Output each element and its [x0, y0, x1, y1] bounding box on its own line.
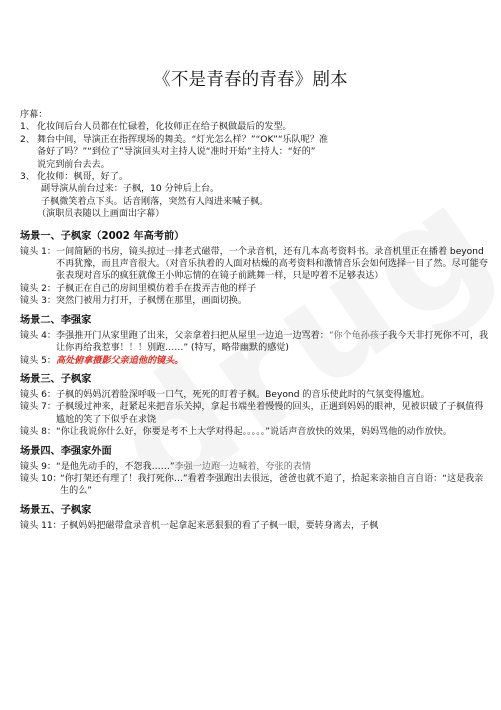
- prologue-item-text: [37, 171, 490, 221]
- shot-label: 镜头 11：: [20, 520, 62, 531]
- shot-label: 镜头 2：: [20, 283, 56, 294]
- prologue-item: [20, 121, 490, 133]
- prologue-line: 子枫微笑着点下头。话音刚落，突然有人闯进来喊子枫。: [41, 196, 269, 207]
- prologue-item-number: 1、: [20, 122, 35, 133]
- shot-red-note: 高处俯拿摄影父亲追他的镜头。: [56, 355, 184, 366]
- prologue-item-text: 化妆间后台人员都在忙碌着，化妆师正在给子枫做最后的发型。: [37, 122, 292, 133]
- shot-text: “你打架还有理了！我打死你…”看着李强跑出去很远，爸爸也就不追了，拾起来亲抽自言自语：“这是我亲生的么”: [60, 473, 484, 497]
- shot-label: 镜头 3：: [20, 296, 56, 307]
- shot-item: [20, 389, 490, 401]
- prologue-item: [20, 171, 490, 221]
- shot-text: “你让我说你什么好，你要是考不上大学对得起。。。。。”说话声音放快的效果，妈妈骂他的动作放快。: [56, 427, 452, 438]
- prologue-line: 说完到前台去去。: [37, 159, 110, 170]
- shot-text: 子枫的妈妈沉着脸深呼吸一口气，死死的盯着子枫。Beyond 的音乐使此时的气氛变得尴尬。: [56, 389, 430, 400]
- shot-text: 一间简陋的书房，镜头掠过一排老式磁带，一个录音机，还有几本高考资料书。录音机里正在播着 beyond 不再犹豫，而且声音很大。（对音乐执着的人面对枯燥的高考资料和激情音乐会如何选择一目了然。尽可能夸张表现对音乐的疯狂就像王小帅忘情的在镜子前跳舞一样，只是哼着不足够表达）: [56, 246, 488, 282]
- shot-item: [20, 246, 490, 283]
- scene-heading: 场景三、子枫家: [20, 373, 92, 385]
- shot-item: [20, 473, 490, 498]
- shot-serif-note: 李强一边跑一边喊着，夸张的表情: [174, 461, 311, 472]
- prologue-line: 副导演从前台过来：子枫，10 分钟后上台。: [41, 184, 220, 195]
- scene-heading: 场景四、李强家外面: [20, 445, 112, 457]
- shot-label: 镜头 6：: [20, 389, 56, 400]
- shot-label: 镜头 10：: [20, 473, 62, 484]
- shot-label: 镜头 5：: [20, 355, 56, 366]
- page-title: 《不是青春的青春》剧本: [153, 70, 348, 90]
- shot-item: [20, 355, 490, 367]
- prologue-heading: 序幕：: [20, 110, 48, 120]
- shot-text-part: “是他先动手的，不怨我……”: [56, 461, 175, 472]
- shot-item: [20, 461, 490, 473]
- shot-item: [20, 520, 490, 532]
- scene-heading: 场景二、李强家: [20, 314, 92, 326]
- shot-text: 子枫正在自己的房间里模仿着手在拨弄吉他的样子: [56, 283, 257, 294]
- prologue-line: 化妆师：枫哥，好了。: [37, 172, 128, 183]
- prologue-item: [20, 134, 490, 171]
- shot-text: 突然门被用力打开，子枫愣在那里，画面切换。: [56, 296, 247, 307]
- prologue-line: 备好了吗？”“到位了”导演回头对主持人说“准时开始”主持人：“好的”: [37, 147, 316, 158]
- shot-label: 镜头 9：: [20, 461, 56, 472]
- prologue-item-text: [37, 134, 490, 171]
- shot-item: [20, 295, 490, 307]
- shot-text: [56, 330, 490, 355]
- shot-serif-quote: “你个龟孙孩: [328, 330, 379, 341]
- prologue-item-number: 3、: [20, 172, 35, 183]
- shot-item: [20, 283, 490, 295]
- prologue-line: （演职员表随以上画面出字幕）: [37, 209, 165, 220]
- scene-heading: 场景五、子枫家: [20, 504, 92, 516]
- shot-text-part: 子我今天非打死你不可，我让你再给我惹事！！！别跑……” (特写，略带幽默的感觉): [56, 330, 489, 354]
- shot-text: [56, 461, 490, 473]
- shot-label: 镜头 4：: [20, 330, 56, 341]
- shot-label: 镜头 8：: [20, 427, 56, 438]
- document-body: [20, 109, 490, 532]
- shot-text: 子枫妈妈把磁带盒录音机一起拿起来恶狠狠的看了子枫一眼，要转身离去，子枫: [60, 520, 379, 531]
- shot-label: 镜头 7：: [20, 402, 56, 413]
- prologue-line: 舞台中间，导演正在指挥现场的舞美。“灯光怎么样？”“OK”“乐队呢？准: [37, 134, 329, 145]
- scene-heading: 场景一、子枫家（2002 年高考前）: [20, 230, 185, 242]
- shot-item: [20, 426, 490, 438]
- shot-text-part: 李强推开门从家里跑了出来，父亲拿着扫把从屋里一边追一边骂着：: [56, 330, 329, 341]
- shot-text: 子枫缓过神来，赶紧起来把音乐关掉，拿起书端坐着慢慢的回头，正遇到妈妈的眼神，见被识破了子枫值得尴尬的笑了下似乎在求饶: [56, 402, 484, 425]
- prologue-item-number: 2、: [20, 134, 35, 145]
- shot-item: [20, 401, 490, 426]
- shot-label: 镜头 1：: [20, 246, 56, 257]
- shot-item: [20, 330, 490, 355]
